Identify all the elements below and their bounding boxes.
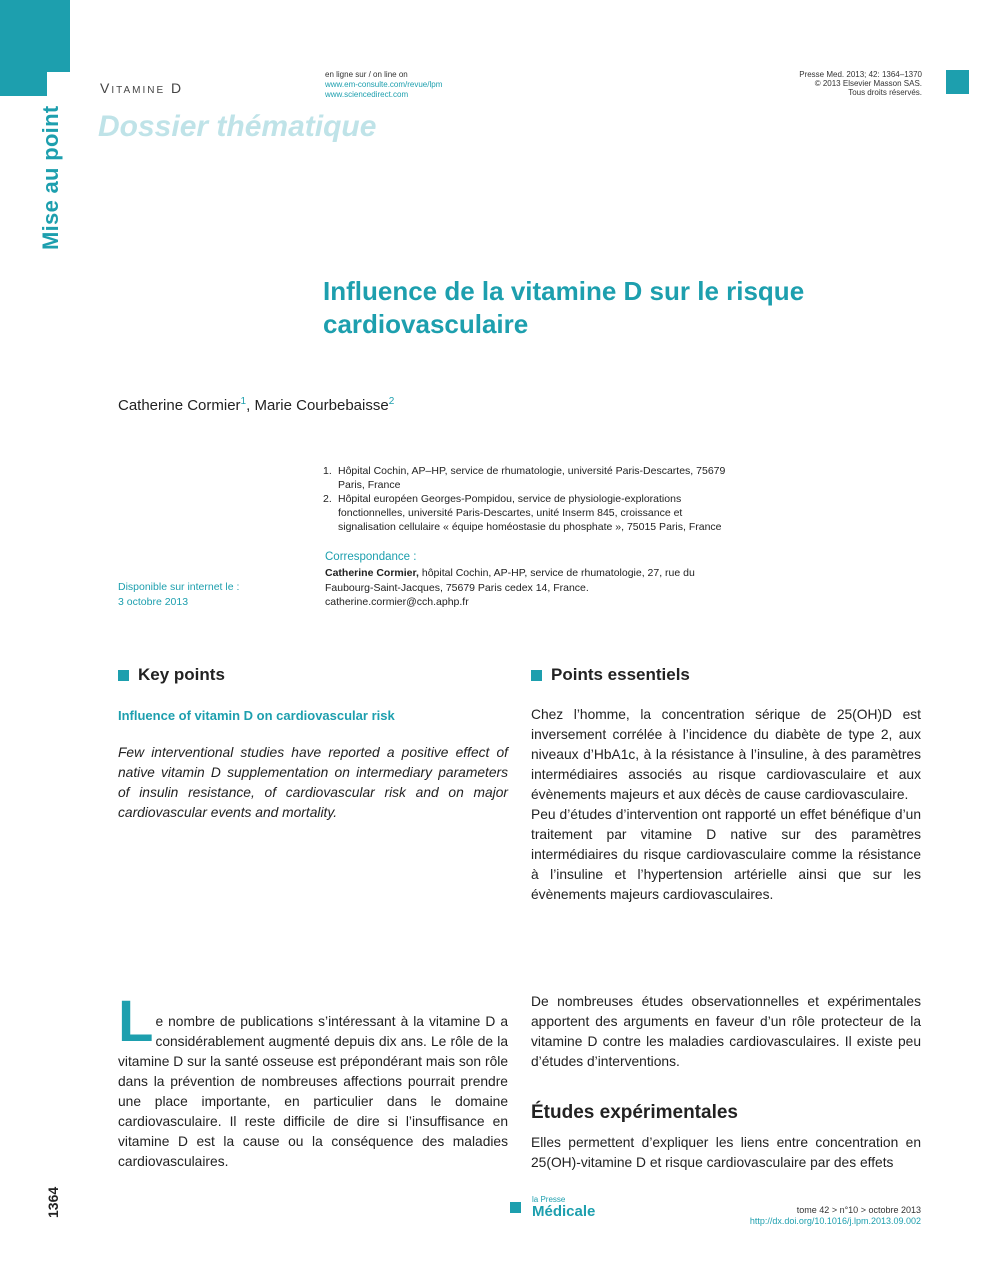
side-label: Mise au point [38, 105, 63, 250]
section-label: Vitamine D [100, 80, 184, 96]
points-essentiels-paragraph: Chez l’homme, la concentration sérique de 25(OH)D est inversement corrélée à l’incidence du diabète de type 2, aux niveaux d’HbA1c, à la résistance à l’insuline, à des paramètres intermédiaires associés au risque cardiovasculaire et aux évènements majeurs et aux décès de cause cardiovasculaire. [531, 707, 921, 802]
page-number: 1364 [45, 1186, 61, 1218]
availability [118, 580, 239, 610]
bullet-square-icon [531, 670, 542, 681]
points-essentiels-text [531, 705, 921, 905]
online-label: en ligne sur / on line on [325, 70, 408, 79]
author-sep: , [246, 397, 255, 414]
section-heading: Études expérimentales [531, 1102, 738, 1123]
bullet-square-icon [510, 1202, 521, 1213]
author-sup[interactable]: 1 [240, 396, 247, 407]
body-paragraph: Elles permettent d’expliquer les liens entre concentration en 25(OH)-vitamine D et risque cardiovasculaire par des effets [531, 1135, 921, 1170]
dossier-label: Dossier thématique [98, 110, 377, 143]
points-essentiels-title: Points essentiels [551, 665, 690, 684]
author-name: Marie Courbebaisse [254, 397, 389, 414]
key-points-heading [118, 665, 225, 685]
availability-label: Disponible sur internet le : [118, 581, 240, 593]
doi-link[interactable]: http://dx.doi.org/10.1016/j.lpm.2013.09.002 [749, 1216, 921, 1226]
online-info [325, 70, 442, 100]
citation-rights: Tous droits réservés. [848, 88, 922, 97]
body-intro-text: e nombre de publications s’intéressant à la vitamine D a considérablement augmenté depuis dix ans. Le rôle de la vitamine D sur la santé osseuse est prépondérant mais son rôle dans la prévention de nombreuses affections pourrait prendre une place importante, en particulier dans le domaine cardiovasculaire. Il reste difficile de dire si l’insuffisance en vitamine D est la cause ou la conséquence des maladies cardiovasculaires. [118, 1014, 508, 1169]
affiliation-item [323, 464, 743, 492]
citation-copyright: © 2013 Elsevier Masson SAS. [814, 79, 922, 88]
authors [118, 396, 394, 414]
footer-info [750, 1205, 921, 1227]
corner-notch [47, 72, 70, 96]
affiliation-number: 2. [323, 493, 332, 505]
journal-logo-name: Médicale [532, 1203, 596, 1220]
availability-date: 3 octobre 2013 [118, 596, 189, 608]
corner-square [946, 70, 969, 94]
citation [799, 70, 922, 97]
correspondance-label: Correspondance : [325, 551, 417, 563]
article-title: Influence de la vitamine D sur le risque cardiovasculaire [323, 276, 805, 339]
affiliation-text: Hôpital européen Georges-Pompidou, service de physiologie-explorations fonctionnelles, université Paris-Descartes, unité Inserm 845, croissance et signalisation cellulaire « équipe homéostasie du phosphate », 75015 Paris, France [338, 493, 722, 533]
affiliation-number: 1. [323, 465, 332, 477]
correspondance-address: hôpital Cochin, AP-HP, service de rhumatologie, 27, rue du Faubourg-Saint-Jacques, 75679 Paris cedex 14, France. [325, 567, 695, 594]
key-points-subtitle: Influence of vitamin D on cardiovascular risk [118, 708, 395, 723]
affiliations [323, 464, 743, 534]
key-points-text: Few interventional studies have reported a positive effect of native vitamin D supplementation on intermediary parameters of insulin resistance, of cardiovascular risk and on major cardiovascular events and mortality. [118, 745, 508, 820]
correspondance-email[interactable]: catherine.cormier@cch.aphp.fr [325, 596, 469, 608]
correspondance [325, 566, 725, 610]
journal-logo [510, 1196, 595, 1219]
points-essentiels-heading [531, 665, 690, 685]
em-consulte-link[interactable]: www.em-consulte.com/revue/lpm [325, 80, 443, 89]
citation-ref: Presse Med. 2013; 42: 1364–1370 [799, 70, 922, 79]
correspondance-name: Catherine Cormier, [325, 567, 419, 579]
body-paragraph: De nombreuses études observationnelles et expérimentales apportent des arguments en faveur d’un rôle protecteur de la vitamine D contre les maladies cardiovasculaires. Il existe peu d’études d’interventions. [531, 994, 921, 1069]
author-name: Catherine Cormier [118, 397, 241, 414]
drop-cap: L [118, 989, 154, 1054]
bullet-square-icon [118, 670, 129, 681]
points-essentiels-paragraph: Peu d’études d’intervention ont rapporté un effet bénéfique d’un traitement par vitamine D native sur des paramètres intermédiaires du risque cardiovasculaire comme la résistance à l’insuline et l’hypertension artérielle ainsi que sur les évènements majeurs cardiovasculaires. [531, 807, 921, 902]
affiliation-item [323, 492, 743, 534]
author-sup[interactable]: 2 [388, 396, 395, 407]
affiliation-text: Hôpital Cochin, AP–HP, service de rhumatologie, université Paris-Descartes, 75679 Paris, France [338, 465, 726, 491]
key-points-title: Key points [138, 665, 225, 684]
journal-logo-small: la Presse [532, 1195, 566, 1204]
sciencedirect-link[interactable]: www.sciencedirect.com [325, 90, 409, 99]
issue-info: tome 42 > n°10 > octobre 2013 [796, 1205, 921, 1215]
body-intro [118, 989, 508, 1172]
